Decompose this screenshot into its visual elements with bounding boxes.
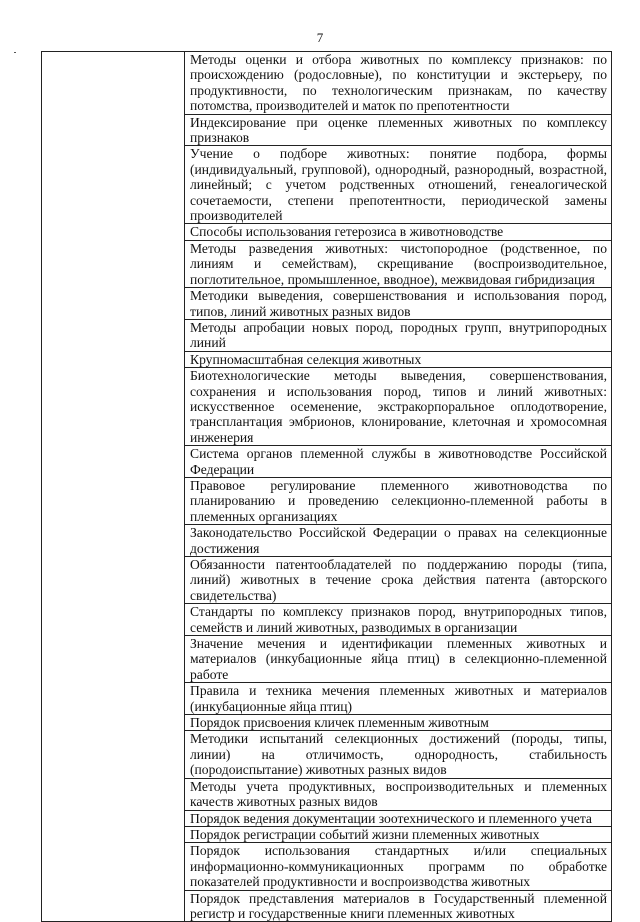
- table-cell: Порядок ведения документации зоотехнического и племенного учета: [185, 810, 612, 826]
- table-cell: Методики испытаний селекционных достижений (породы, типы, линии) на отличимость, однородность, стабильность (породоиспытание) животных разных видов: [185, 731, 612, 778]
- table-cell: Методы учета продуктивных, воспроизводительных и племенных качеств животных разных видов: [185, 778, 612, 810]
- table-cell: Крупномасштабная селекция животных: [185, 351, 612, 367]
- table-cell: Обязанности патентообладателей по поддержанию породы (типа, линий) животных в течение срока действия патента (авторского свидетельства): [185, 557, 612, 604]
- table-cell: Значение мечения и идентификации племенных животных и материалов (инкубационные яйца птиц) в селекционно-племенной работе: [185, 636, 612, 683]
- table-cell: Методы разведения животных: чистопородное (родственное, по линиям и семействам), скрещивание (воспроизводительное, поглотительное, промышленное, вводное), межвидовая гибридизация: [185, 240, 612, 287]
- scan-mark: [14, 52, 16, 53]
- table-cell: Индексирование при оценке племенных животных по комплексу признаков: [185, 114, 612, 146]
- table-cell: Порядок представления материалов в Государственный племенной регистр и государственные книги племенных животных: [185, 890, 612, 922]
- table-row: [42, 52, 612, 115]
- page-number: 7: [316, 30, 324, 45]
- table-cell: Порядок использования стандартных и/или специальных информационно-коммуникационных программ по обработке показателей продуктивности и воспроизводства животных: [185, 843, 612, 890]
- table-cell: Биотехнологические методы выведения, совершенствования, сохранения и использования пород, типов и линий животных: искусственное осеменение, экстракорпоральное оплодотворение, трансплантация эмбрионов, клонирование, клеточная и хромосомная инженерия: [185, 368, 612, 446]
- table-cell: Система органов племенной службы в животноводстве Российской Федерации: [185, 446, 612, 478]
- table-cell: Правила и техника мечения племенных животных и материалов (инкубационные яйца птиц): [185, 683, 612, 715]
- table-left-column: [42, 52, 185, 922]
- table-cell: Порядок регистрации событий жизни племенных животных: [185, 826, 612, 842]
- table-cell: Методы оценки и отбора животных по комплексу признаков: по происхождению (родословные), по конституции и экстерьеру, по продуктивности, по технологическим признакам, по качеству потомства, производителей и маток по препотентности: [185, 52, 612, 115]
- knowledge-table-body: [42, 52, 612, 922]
- table-cell: Способы использования гетерозиса в животноводстве: [185, 224, 612, 240]
- table-cell: Методики выведения, совершенствования и использования пород, типов, линий животных разных видов: [185, 288, 612, 320]
- table-cell: Порядок присвоения кличек племенным животным: [185, 715, 612, 731]
- knowledge-table: [41, 51, 612, 922]
- table-cell: Стандарты по комплексу признаков пород, внутрипородных типов, семейств и линий животных, разводимых в организации: [185, 604, 612, 636]
- table-cell: Правовое регулирование племенного животноводства по планированию и проведению селекционно-племенной работы в племенных организациях: [185, 477, 612, 524]
- table-cell: Методы апробации новых пород, породных групп, внутрипородных линий: [185, 319, 612, 351]
- table-cell: Учение о подборе животных: понятие подбора, формы (индивидуальный, групповой), однородный, разнородный, возрастной, линейный; с учетом родственных отношений, генеалогической сочетаемости, степени препотентности, периодической замены производителей: [185, 146, 612, 224]
- table-cell: Законодательство Российской Федерации о правах на селекционные достижения: [185, 525, 612, 557]
